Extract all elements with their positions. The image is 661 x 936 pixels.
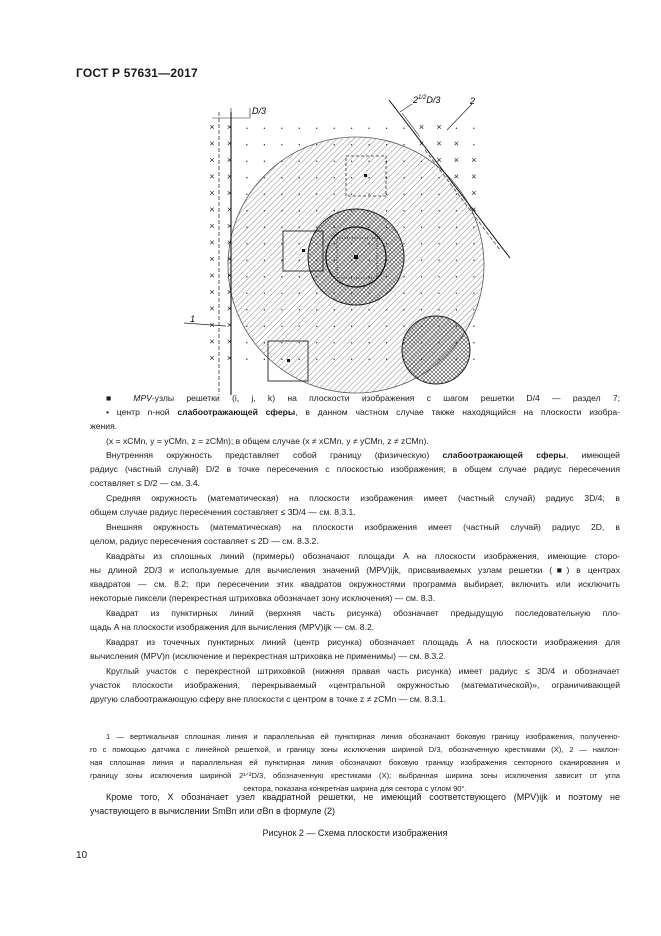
- lattice-node-dot: •: [403, 340, 405, 347]
- excluded-node-mark: ×: [226, 138, 233, 149]
- excluded-node-mark: ×: [209, 188, 215, 198]
- excluded-node-mark: ×: [436, 155, 442, 165]
- lattice-node-dot: •: [455, 225, 458, 231]
- lattice-node-dot: •: [298, 307, 301, 314]
- lattice-node-dot: •: [473, 142, 475, 149]
- lattice-node-dot: •: [333, 225, 336, 231]
- legend-line: квадратов — см. 8.2; при пересечении этих квадратов окружностями программа выбирает, включить или исключить: [90, 579, 620, 589]
- lattice-node-dot: •: [385, 192, 388, 198]
- lattice-node-dot: •: [246, 126, 248, 132]
- lattice-node-dot: •: [333, 357, 336, 363]
- lattice-node-dot: •: [368, 307, 371, 314]
- lattice-node-dot: •: [350, 159, 353, 165]
- excluded-node-mark: ×: [209, 353, 215, 363]
- lattice-node-dot: •: [438, 192, 440, 198]
- lattice-node-dot: •: [333, 324, 336, 330]
- excluded-node-mark: ×: [209, 155, 215, 165]
- lattice-node-dot: •: [350, 340, 353, 347]
- lattice-node-dot: •: [246, 258, 248, 264]
- excluded-node-mark: ×: [471, 204, 477, 215]
- excluded-node-mark: ×: [453, 155, 460, 165]
- lattice-node-dot: •: [333, 159, 336, 165]
- lattice-node-dot: •: [246, 291, 248, 297]
- lattice-node-dot: •: [438, 175, 440, 182]
- excluded-node-mark: ×: [453, 171, 460, 182]
- lattice-node-dot: •: [246, 159, 248, 165]
- lattice-node-dot: •: [333, 175, 336, 182]
- extra-line: участвующего в вычислении SmBn или σBn в формуле (2): [90, 806, 336, 816]
- extra-line: Кроме того, X обозначает узел квадратной решетки, не имеющий соответствующего (MPV)ijk и поэтому не: [106, 792, 620, 802]
- lattice-node-dot: •: [420, 208, 423, 215]
- lattice-node-dot: •: [438, 357, 440, 363]
- excluded-node-mark: ×: [226, 353, 233, 363]
- lattice-node-dot: •: [246, 324, 248, 330]
- lattice-node-dot: •: [368, 225, 371, 231]
- excluded-node-mark: ×: [226, 122, 233, 132]
- legend-line: Квадраты из сплошных линий (примеры) обозначают площади A на плоскости изображения, имеющие сторо-: [106, 551, 620, 561]
- excluded-node-mark: ×: [209, 171, 215, 182]
- lattice-node-dot: •: [333, 307, 336, 314]
- lattice-node-dot: •: [298, 324, 301, 330]
- image-plane-figure: [0, 0, 661, 400]
- excluded-node-mark: ×: [418, 138, 425, 149]
- lattice-node-dot: •: [333, 241, 336, 248]
- legend-line: ■ MPV-узлы решетки (i, j, k) на плоскости изображения с шагом решетки D/4 — раздел 7;: [106, 393, 620, 403]
- excluded-node-mark: ×: [418, 122, 425, 132]
- legend-line: Круглый участок с перекрестной штриховкой (нижняя правая часть рисунка) имеет радиус ≤ 3D/4 и обозначает: [106, 666, 620, 676]
- lattice-node-dot: •: [263, 208, 266, 215]
- node-left: [302, 249, 305, 252]
- excluded-node-mark: ×: [209, 320, 215, 330]
- lattice-node-dot: •: [473, 274, 475, 281]
- lattice-node-dot: •: [438, 241, 440, 248]
- legend-line: другую слабоотражающую сферу вне плоскости с центром в точке z ≠ zCMn — см. 8.3.1.: [90, 694, 447, 704]
- lattice-node-dot: •: [350, 142, 353, 149]
- lattice-node-dot: •: [438, 291, 440, 297]
- lattice-node-dot: •: [385, 357, 388, 363]
- lattice-node-dot: •: [473, 291, 475, 297]
- lattice-node-dot: •: [280, 208, 283, 215]
- legend-line: целом, радиус пересечения составляет ≤ 2D — см. 8.3.2.: [90, 536, 319, 546]
- lattice-node-dot: •: [333, 208, 336, 215]
- lattice-node-dot: •: [350, 291, 353, 297]
- lattice-node-dot: •: [315, 274, 318, 281]
- excluded-node-mark: ×: [226, 270, 233, 281]
- lattice-node-dot: •: [350, 225, 353, 231]
- excluded-node-mark: ×: [436, 138, 442, 149]
- lattice-node-dot: •: [280, 192, 283, 198]
- lattice-node-dot: •: [420, 291, 423, 297]
- note-line: 1 — вертикальная сплошная линия и параллельная ей пунктирная линия обозначают боковую границу изображения, полученно-: [106, 732, 620, 741]
- lattice-node-dot: •: [403, 225, 405, 231]
- excluded-node-mark: ×: [209, 336, 215, 347]
- lattice-node-dot: •: [350, 126, 353, 132]
- lattice-node-dot: •: [246, 208, 248, 215]
- lattice-node-dot: •: [368, 340, 371, 347]
- lattice-node-dot: •: [368, 175, 371, 182]
- excluded-node-mark: ×: [209, 303, 215, 314]
- lattice-node-dot: •: [368, 142, 371, 149]
- legend-line: вычисления (MPV)n (исключение и перекрестная штриховка не применимы) — см. 8.3.2.: [90, 651, 446, 661]
- lattice-node-dot: •: [280, 324, 283, 330]
- lattice-node-dot: •: [473, 241, 475, 248]
- lattice-node-dot: •: [403, 142, 405, 149]
- lattice-node-dot: •: [263, 324, 266, 330]
- lattice-node-dot: •: [438, 324, 440, 330]
- lattice-node-dot: •: [385, 159, 388, 165]
- lattice-node-dot: •: [473, 225, 475, 231]
- lattice-node-dot: •: [403, 175, 405, 182]
- legend-line: некоторые пиксели (перекрестная штриховка обозначает зону исключения) — см. 8.3.: [90, 593, 436, 603]
- lattice-node-dot: •: [403, 291, 405, 297]
- note-line: го с помощью датчика с линейной решеткой, и границу зоны исключения шириной D/3, обозначенную крестиками (X), 2 — наклон-: [90, 745, 620, 754]
- lattice-node-dot: •: [315, 340, 318, 347]
- lattice-node-dot: •: [385, 225, 388, 231]
- lattice-node-dot: •: [403, 208, 405, 215]
- legend-line: общем случае радиус пересечения составляет ≤ 3D/4 — см. 8.3.1.: [90, 507, 356, 517]
- lattice-node-dot: •: [333, 340, 336, 347]
- lattice-node-dot: •: [263, 241, 266, 248]
- lattice-node-dot: •: [315, 208, 318, 215]
- page-number: 10: [76, 850, 88, 861]
- lattice-node-dot: •: [280, 291, 283, 297]
- lattice-node-dot: •: [263, 357, 266, 363]
- lattice-node-dot: •: [333, 142, 336, 149]
- lattice-node-dot: •: [280, 241, 283, 248]
- lattice-node-dot: •: [263, 142, 266, 149]
- lattice-node-dot: •: [246, 175, 248, 182]
- note-line: ная сплошная линия и параллельная ей пунктирная линия обозначают боковую границу изображения секторного сканирования и: [90, 758, 620, 767]
- lattice-node-dot: •: [263, 258, 266, 264]
- lattice-node-dot: •: [263, 192, 266, 198]
- legend-line: Квадрат из точечных пунктирных линий (центр рисунка) обозначает площадь A на плоскости изображения для: [106, 637, 620, 647]
- lattice-node-dot: •: [298, 208, 301, 215]
- lattice-node-dot: •: [368, 126, 371, 132]
- lattice-node-dot: •: [473, 340, 475, 347]
- lattice-node-dot: •: [263, 307, 266, 314]
- lattice-node-dot: •: [298, 192, 301, 198]
- lattice-node-dot: •: [350, 324, 353, 330]
- lattice-node-dot: •: [385, 258, 388, 264]
- lattice-node-dot: •: [420, 324, 423, 330]
- lattice-node-dot: •: [246, 142, 248, 149]
- legend-line: • центр n-ной слабоотражающей сферы, в данном частном случае также находящийся на плоскости изобра-: [106, 407, 621, 417]
- lattice-node-dot: •: [298, 340, 301, 347]
- lattice-node-dot: •: [298, 225, 301, 231]
- legend-line: жения.: [90, 421, 118, 431]
- lattice-node-dot: •: [246, 274, 248, 281]
- lattice-node-dot: •: [385, 291, 388, 297]
- lattice-node-dot: •: [263, 340, 266, 347]
- lattice-node-dot: •: [315, 126, 318, 132]
- excluded-node-mark: ×: [209, 204, 215, 215]
- lattice-node-dot: •: [298, 258, 301, 264]
- excluded-node-mark: ×: [209, 237, 215, 248]
- lattice-node-dot: •: [455, 307, 458, 314]
- lattice-node-dot: •: [315, 291, 318, 297]
- lattice-node-dot: •: [280, 225, 283, 231]
- excluded-node-mark: ×: [226, 287, 233, 297]
- lattice-node-dot: •: [263, 274, 266, 281]
- excluded-node-mark: ×: [226, 204, 233, 215]
- lattice-node-dot: •: [315, 307, 318, 314]
- excluded-node-mark: ×: [226, 155, 233, 165]
- lattice-node-dot: •: [403, 357, 405, 363]
- legend-line: Внутренняя окружность представляет собой границу (физическую) слабоотражающей сферы, имеющей: [106, 450, 620, 460]
- lattice-node-dot: •: [420, 175, 423, 182]
- lattice-node-dot: •: [385, 241, 388, 248]
- lattice-node-dot: •: [298, 175, 301, 182]
- lattice-node-dot: •: [420, 241, 423, 248]
- node-top: [364, 174, 367, 177]
- lattice-node-dot: •: [420, 340, 423, 347]
- lattice-node-dot: •: [315, 241, 318, 248]
- lattice-node-dot: •: [280, 126, 283, 132]
- lattice-node-dot: •: [403, 126, 405, 132]
- lattice-node-dot: •: [280, 159, 283, 165]
- lattice-node-dot: •: [298, 159, 301, 165]
- excluded-node-mark: ×: [471, 171, 477, 182]
- lattice-node-dot: •: [263, 159, 266, 165]
- excluded-node-mark: ×: [226, 336, 233, 347]
- legend-line: радиус (частный случай) D/2 в точке пересечения с плоскостью изображения; в общем случае радиус пересечения: [90, 464, 620, 474]
- legend-line: Квадрат из пунктирных линий (верхняя часть рисунка) обозначает предыдущую последовательную пло-: [106, 608, 620, 618]
- lattice-node-dot: •: [350, 258, 353, 264]
- lattice-node-dot: •: [246, 225, 248, 231]
- lattice-node-dot: •: [368, 324, 371, 330]
- lattice-node-dot: •: [280, 340, 283, 347]
- excluded-node-mark: ×: [226, 320, 233, 330]
- lattice-node-dot: •: [246, 307, 248, 314]
- excluded-node-mark: ×: [209, 287, 215, 297]
- lattice-node-dot: •: [368, 192, 371, 198]
- excluded-node-mark: ×: [436, 122, 442, 132]
- lattice-node-dot: •: [403, 192, 405, 198]
- lattice-node-dot: •: [298, 291, 301, 297]
- label-1: 1: [190, 314, 196, 324]
- lattice-node-dot: •: [263, 126, 266, 132]
- lattice-node-dot: •: [246, 192, 248, 198]
- lattice-node-dot: •: [333, 291, 336, 297]
- lattice-node-dot: •: [280, 274, 283, 281]
- lattice-node-dot: •: [403, 307, 405, 314]
- lattice-node-dot: •: [350, 357, 353, 363]
- lattice-node-dot: •: [263, 225, 266, 231]
- lattice-node-dot: •: [473, 357, 475, 363]
- lattice-node-dot: •: [473, 307, 475, 314]
- lattice-node-dot: •: [438, 208, 440, 215]
- lattice-node-dot: •: [315, 225, 318, 231]
- lattice-node-dot: •: [403, 159, 405, 165]
- lattice-node-dot: •: [455, 258, 458, 264]
- lattice-node-dot: •: [246, 241, 248, 248]
- lattice-node-dot: •: [280, 357, 283, 363]
- excluded-node-mark: ×: [226, 254, 233, 264]
- lattice-node-dot: •: [350, 208, 353, 215]
- lattice-node-dot: •: [385, 340, 388, 347]
- excluded-node-mark: ×: [226, 188, 233, 198]
- lattice-node-dot: •: [298, 274, 301, 281]
- lattice-node-dot: •: [438, 225, 440, 231]
- lattice-node-dot: •: [315, 192, 318, 198]
- lattice-node-dot: •: [315, 159, 318, 165]
- legend-line: Внешняя окружность (математическая) на плоскости изображения имеет (частный случай) радиус 2D, в: [106, 522, 620, 532]
- lattice-node-dot: •: [350, 274, 353, 281]
- lattice-node-dot: •: [333, 258, 336, 264]
- excluded-node-mark: ×: [471, 188, 477, 198]
- lattice-node-dot: •: [403, 258, 405, 264]
- lattice-node-dot: •: [368, 208, 371, 215]
- legend-line: ны длиной 2D/3 и используемые для вычисления значений (MPV)ijk, присваиваемых узлам решетки (■) в центрах: [90, 565, 620, 575]
- lattice-node-dot: •: [420, 159, 423, 165]
- lattice-node-dot: •: [298, 142, 301, 149]
- lattice-node-dot: •: [420, 357, 423, 363]
- label-sqrt2-d3: $2^{1/2}D/3$: [413, 95, 441, 105]
- legend-line: щадь A на плоскости изображения для вычисления (MPV)ijk — см. 8.2.: [90, 622, 375, 632]
- lattice-node-dot: •: [350, 241, 353, 248]
- lattice-node-dot: •: [368, 274, 371, 281]
- lattice-node-dot: •: [315, 142, 318, 149]
- lattice-node-dot: •: [455, 324, 458, 330]
- legend-line: (x = xCMn, y = yCMn, z = zCMn); в общем случае (x ≠ xCMn, y ≠ yCMn, z ≠ zCMn).: [106, 436, 429, 446]
- lattice-node-dot: •: [403, 324, 405, 330]
- lattice-node-dot: •: [420, 274, 423, 281]
- lattice-node-dot: •: [473, 324, 475, 330]
- node-center: [354, 255, 358, 259]
- lattice-node-dot: •: [473, 258, 475, 264]
- label-2: 2: [470, 96, 476, 106]
- lattice-node-dot: •: [246, 340, 248, 347]
- lattice-node-dot: •: [246, 357, 248, 363]
- lattice-node-dot: •: [280, 142, 283, 149]
- lattice-node-dot: •: [350, 175, 353, 182]
- excluded-node-mark: ×: [226, 303, 233, 314]
- node-bottom: [287, 359, 290, 362]
- lattice-node-dot: •: [455, 340, 458, 347]
- excluded-node-mark: ×: [209, 138, 215, 149]
- lattice-node-dot: •: [455, 241, 458, 248]
- lattice-node-dot: •: [315, 324, 318, 330]
- lattice-node-dot: •: [385, 208, 388, 215]
- lattice-node-dot: •: [420, 225, 423, 231]
- lattice-node-dot: •: [385, 324, 388, 330]
- excluded-node-mark: ×: [226, 171, 233, 182]
- lattice-node-dot: •: [385, 307, 388, 314]
- document-header: ГОСТ Р 57631—2017: [76, 66, 198, 80]
- lattice-node-dot: •: [298, 357, 301, 363]
- excluded-node-mark: ×: [209, 221, 215, 231]
- lattice-node-dot: •: [368, 258, 371, 264]
- excluded-node-mark: ×: [226, 221, 233, 231]
- legend-line: составляет ≤ D/2 — см. 3.4.: [90, 478, 201, 488]
- lattice-node-dot: •: [438, 340, 440, 347]
- lattice-node-dot: •: [385, 274, 388, 281]
- lattice-node-dot: •: [368, 241, 371, 248]
- legend-line: Средняя окружность (математическая) на плоскости изображения имеет (частный случай) радиус 3D/4; в: [106, 493, 620, 503]
- excluded-node-mark: ×: [471, 155, 477, 165]
- lattice-node-dot: •: [333, 274, 336, 281]
- lattice-node-dot: •: [368, 357, 371, 363]
- lattice-node-dot: •: [315, 175, 318, 182]
- note-line: границу зоны исключения шириной 2¹ᐟ²D/3, обозначенную крестиками (X); выбранная ширина зоны исключения зависит от угла: [90, 771, 620, 780]
- note-line: сектора, показана конкретная ширина для сектора с углом 90°.: [243, 784, 467, 793]
- excluded-node-mark: ×: [453, 138, 460, 149]
- legend-line: участок плоскости изображения, перекрываемый «центральной окружностью (математической)», ограничивающей: [90, 680, 620, 690]
- lattice-node-dot: •: [280, 307, 283, 314]
- lattice-node-dot: •: [315, 357, 318, 363]
- lattice-node-dot: •: [455, 192, 458, 198]
- lattice-node-dot: •: [455, 357, 458, 363]
- excluded-node-mark: ×: [209, 122, 215, 132]
- lattice-node-dot: •: [298, 126, 301, 132]
- lattice-node-dot: •: [298, 241, 301, 248]
- lattice-node-dot: •: [368, 159, 371, 165]
- lattice-node-dot: •: [385, 175, 388, 182]
- lattice-node-dot: •: [420, 192, 423, 198]
- figure-caption: Рисунок 2 — Схема плоскости изображения: [262, 828, 448, 838]
- lattice-node-dot: •: [350, 192, 353, 198]
- exclusion-circle: [402, 316, 470, 384]
- lattice-node-dot: •: [438, 274, 440, 281]
- lattice-node-dot: •: [315, 258, 318, 264]
- excluded-node-mark: ×: [226, 237, 233, 248]
- excluded-node-mark: ×: [209, 270, 215, 281]
- lattice-node-dot: •: [455, 274, 458, 281]
- lattice-node-dot: •: [280, 175, 283, 182]
- lattice-node-dot: •: [420, 258, 423, 264]
- lattice-node-dot: •: [455, 208, 458, 215]
- lattice-node-dot: •: [403, 241, 405, 248]
- lattice-node-dot: •: [385, 126, 388, 132]
- lattice-node-dot: •: [385, 142, 388, 149]
- lattice-node-dot: •: [263, 175, 266, 182]
- lattice-node-dot: •: [280, 258, 283, 264]
- excluded-node-mark: ×: [209, 254, 215, 264]
- lattice-node-dot: •: [455, 291, 458, 297]
- lattice-node-dot: •: [333, 192, 336, 198]
- lattice-node-dot: •: [263, 291, 266, 297]
- lattice-node-dot: •: [368, 291, 371, 297]
- lattice-node-dot: •: [455, 126, 458, 132]
- lattice-node-dot: •: [350, 307, 353, 314]
- label-d-over-3: D/3: [252, 106, 267, 116]
- lattice-node-dot: •: [403, 274, 405, 281]
- lattice-node-dot: •: [438, 258, 440, 264]
- lattice-node-dot: •: [420, 307, 423, 314]
- lattice-node-dot: •: [333, 126, 336, 132]
- lattice-node-dot: •: [473, 126, 475, 132]
- lattice-node-dot: •: [438, 307, 440, 314]
